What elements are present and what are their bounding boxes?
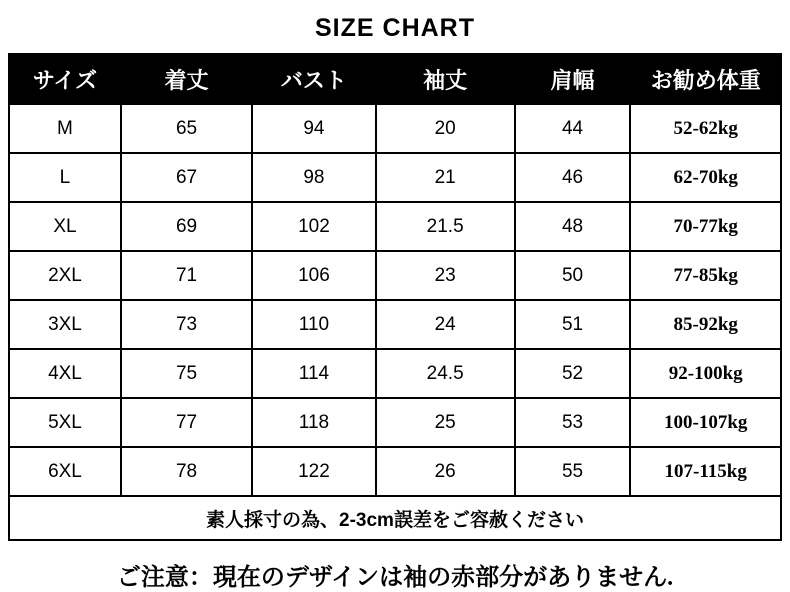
measurement-note-row: [9, 496, 781, 540]
cell-length: 67: [121, 153, 252, 202]
cell-weight: 70-77kg: [630, 202, 781, 251]
cell-shoulder: 48: [515, 202, 631, 251]
cell-length: 73: [121, 300, 252, 349]
cell-weight: 100-107kg: [630, 398, 781, 447]
footer-note: ご注意：現在のデザインは袖の赤部分がありません.: [116, 565, 674, 591]
cell-weight: 85-92kg: [630, 300, 781, 349]
cell-size: 2XL: [9, 251, 121, 300]
page-title: SIZE CHART: [315, 14, 475, 42]
cell-weight: 62-70kg: [630, 153, 781, 202]
cell-length: 75: [121, 349, 252, 398]
cell-size: L: [9, 153, 121, 202]
cell-sleeve: 26: [376, 447, 515, 496]
cell-bust: 98: [252, 153, 376, 202]
cell-sleeve: 24.5: [376, 349, 515, 398]
table-row: [9, 447, 781, 496]
cell-length: 69: [121, 202, 252, 251]
cell-size: XL: [9, 202, 121, 251]
cell-sleeve: 21.5: [376, 202, 515, 251]
table-container: [0, 53, 790, 541]
cell-shoulder: 51: [515, 300, 631, 349]
cell-shoulder: 55: [515, 447, 631, 496]
cell-bust: 122: [252, 447, 376, 496]
cell-size: 5XL: [9, 398, 121, 447]
cell-length: 71: [121, 251, 252, 300]
table-row: [9, 251, 781, 300]
table-row: [9, 202, 781, 251]
cell-bust: 110: [252, 300, 376, 349]
table-row: [9, 153, 781, 202]
cell-size: 4XL: [9, 349, 121, 398]
header-cell-length: 着丈: [121, 54, 252, 104]
header-cell-sleeve: 袖丈: [376, 54, 515, 104]
cell-weight: 92-100kg: [630, 349, 781, 398]
cell-size: 3XL: [9, 300, 121, 349]
cell-bust: 106: [252, 251, 376, 300]
header-cell-bust: バスト: [252, 54, 376, 104]
cell-sleeve: 20: [376, 104, 515, 153]
cell-shoulder: 46: [515, 153, 631, 202]
table-body: [9, 104, 781, 540]
cell-weight: 77-85kg: [630, 251, 781, 300]
cell-sleeve: 25: [376, 398, 515, 447]
header-row: [9, 54, 781, 104]
cell-bust: 118: [252, 398, 376, 447]
cell-shoulder: 53: [515, 398, 631, 447]
cell-shoulder: 50: [515, 251, 631, 300]
cell-weight: 107-115kg: [630, 447, 781, 496]
cell-length: 78: [121, 447, 252, 496]
table-row: [9, 300, 781, 349]
cell-length: 77: [121, 398, 252, 447]
cell-size: 6XL: [9, 447, 121, 496]
header-cell-weight: お勧め体重: [630, 54, 781, 104]
cell-shoulder: 44: [515, 104, 631, 153]
cell-weight: 52-62kg: [630, 104, 781, 153]
cell-shoulder: 52: [515, 349, 631, 398]
cell-length: 65: [121, 104, 252, 153]
measurement-note: 素人採寸の為、2-3cm誤差をご容赦ください: [9, 496, 781, 540]
cell-bust: 94: [252, 104, 376, 153]
cell-size: M: [9, 104, 121, 153]
table-row: [9, 349, 781, 398]
table-row: [9, 398, 781, 447]
cell-sleeve: 21: [376, 153, 515, 202]
cell-bust: 114: [252, 349, 376, 398]
size-chart-table: [8, 53, 782, 541]
table-row: [9, 104, 781, 153]
cell-sleeve: 23: [376, 251, 515, 300]
cell-sleeve: 24: [376, 300, 515, 349]
table-header: [9, 54, 781, 104]
cell-bust: 102: [252, 202, 376, 251]
header-cell-size: サイズ: [9, 54, 121, 104]
header-cell-shoulder: 肩幅: [515, 54, 631, 104]
